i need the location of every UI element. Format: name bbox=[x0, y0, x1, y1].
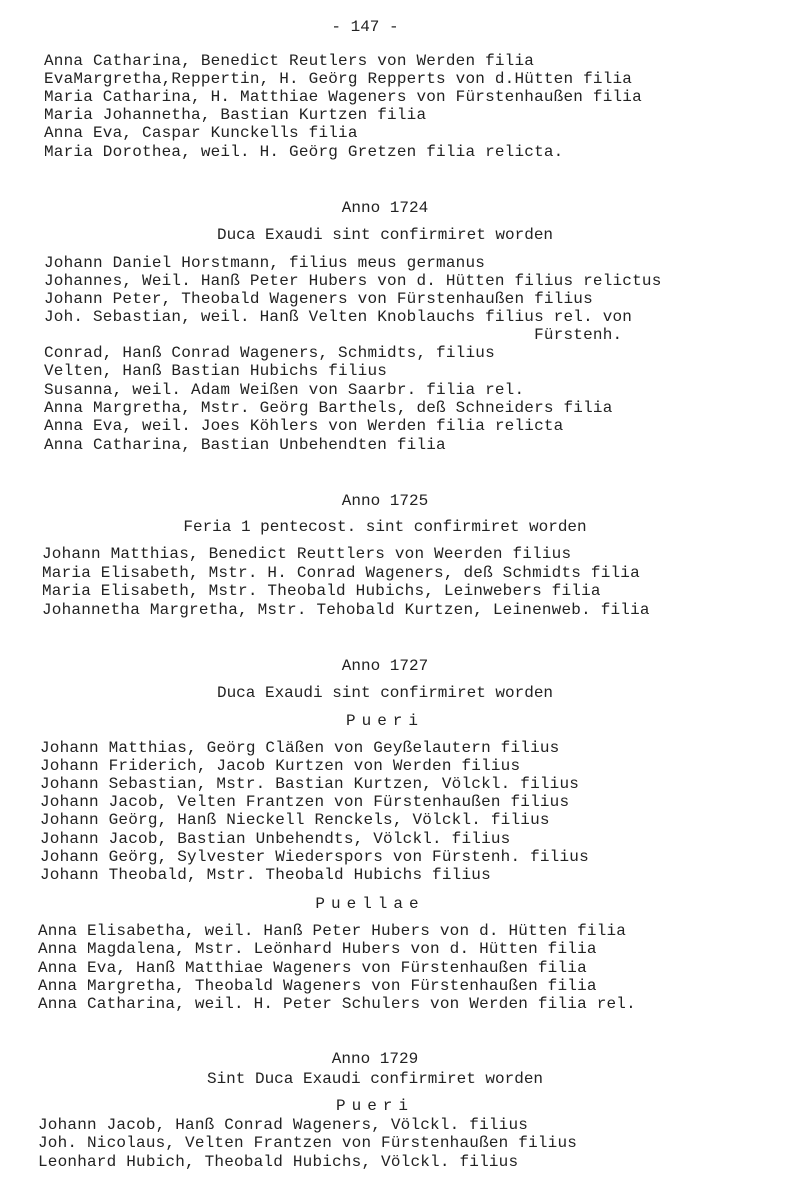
entry-line: Anna Margretha, Mstr. Geörg Barthels, deß Schneiders filia bbox=[44, 399, 613, 417]
section-subheading: Duca Exaudi sint confirmiret worden bbox=[216, 226, 554, 244]
entry-line: Anna Catharina, Bastian Unbehendten filia bbox=[44, 436, 446, 454]
group-label-puellae: Puellae bbox=[315, 895, 425, 913]
entry-line: Conrad, Hanß Conrad Wageners, Schmidts, filius bbox=[44, 344, 495, 362]
entry-line: Maria Johannetha, Bastian Kurtzen filia bbox=[44, 106, 427, 124]
entry-line: Anna Eva, weil. Joes Köhlers von Werden filia relicta bbox=[44, 417, 564, 435]
entry-line: Anna Eva, Hanß Matthiae Wageners von Fürstenhaußen filia bbox=[38, 959, 587, 977]
group-label-pueri: Pueri bbox=[345, 712, 424, 730]
section-heading: Anno 1725 bbox=[341, 492, 429, 510]
entry-line: Johannes, Weil. Hanß Peter Hubers von d. Hütten filius relictus bbox=[44, 272, 662, 290]
group-label-pueri: Pueri bbox=[335, 1097, 414, 1115]
entry-line: Maria Elisabeth, Mstr. Theobald Hubichs, Leinwebers filia bbox=[42, 582, 601, 600]
entry-line: Johann Sebastian, Mstr. Bastian Kurtzen, Völckl. filius bbox=[40, 775, 580, 793]
entry-line: Johann Theobald, Mstr. Theobald Hubichs filius bbox=[40, 866, 491, 884]
entry-line: Anna Elisabetha, weil. Hanß Peter Hubers von d. Hütten filia bbox=[38, 922, 627, 940]
entry-line: Anna Eva, Caspar Kunckells filia bbox=[44, 124, 358, 142]
entry-line: Johann Friderich, Jacob Kurtzen von Werden filius bbox=[40, 757, 521, 775]
entry-line: Maria Dorothea, weil. H. Geörg Gretzen filia relicta. bbox=[44, 143, 564, 161]
entry-line: Susanna, weil. Adam Weißen von Saarbr. filia rel. bbox=[44, 381, 525, 399]
entry-line: Fürstenh. bbox=[44, 326, 623, 344]
section-heading: Anno 1724 bbox=[341, 199, 429, 217]
entry-line: EvaMargretha,Reppertin, H. Geörg Repperts von d.Hütten filia bbox=[44, 70, 633, 88]
entry-line: Johann Daniel Horstmann, filius meus germanus bbox=[44, 254, 486, 272]
entry-line: Maria Elisabeth, Mstr. H. Conrad Wageners, deß Schmidts filia bbox=[42, 564, 640, 582]
section-subheading: Duca Exaudi sint confirmiret worden bbox=[216, 684, 554, 702]
entry-line: Johann Matthias, Benedict Reuttlers von Weerden filius bbox=[42, 545, 572, 563]
entry-line: Johann Jacob, Bastian Unbehendts, Völckl. filius bbox=[40, 830, 511, 848]
entry-line: Johann Jacob, Hanß Conrad Wageners, Völckl. filius bbox=[38, 1116, 529, 1134]
entry-line: Joh. Sebastian, weil. Hanß Velten Knoblauchs filius rel. von bbox=[44, 308, 633, 326]
section-heading: Anno 1729 bbox=[331, 1050, 419, 1068]
entry-line: Johannetha Margretha, Mstr. Tehobald Kurtzen, Leinenweb. filia bbox=[42, 601, 650, 619]
entry-line: Johann Peter, Theobald Wageners von Fürstenhaußen filius bbox=[44, 290, 593, 308]
entry-line: Maria Catharina, H. Matthiae Wageners von Fürstenhaußen filia bbox=[44, 88, 642, 106]
entry-line: Velten, Hanß Bastian Hubichs filius bbox=[44, 362, 388, 380]
entry-line: Johann Geörg, Sylvester Wiederspors von Fürstenh. filius bbox=[40, 848, 589, 866]
section-heading: Anno 1727 bbox=[341, 657, 429, 675]
entry-line: Johann Matthias, Geörg Cläßen von Geyßelautern filius bbox=[40, 739, 560, 757]
section-subheading: Feria 1 pentecost. sint confirmiret worden bbox=[183, 518, 587, 536]
entry-line: Anna Magdalena, Mstr. Leönhard Hubers von d. Hütten filia bbox=[38, 940, 597, 958]
entry-line: Anna Catharina, Benedict Reutlers von Werden filia bbox=[44, 52, 535, 70]
entry-line: Leonhard Hubich, Theobald Hubichs, Völckl. filius bbox=[38, 1153, 519, 1171]
entry-line: Johann Geörg, Hanß Nieckell Renckels, Völckl. filius bbox=[40, 811, 550, 829]
section-subheading: Sint Duca Exaudi confirmiret worden bbox=[206, 1070, 544, 1088]
page-number: - 147 - bbox=[331, 18, 399, 36]
entry-line: Joh. Nicolaus, Velten Frantzen von Fürstenhaußen filius bbox=[38, 1134, 578, 1152]
entry-line: Anna Catharina, weil. H. Peter Schulers von Werden filia rel. bbox=[38, 995, 636, 1013]
entry-line: Anna Margretha, Theobald Wageners von Fürstenhaußen filia bbox=[38, 977, 597, 995]
entry-line: Johann Jacob, Velten Frantzen von Fürstenhaußen filius bbox=[40, 793, 570, 811]
